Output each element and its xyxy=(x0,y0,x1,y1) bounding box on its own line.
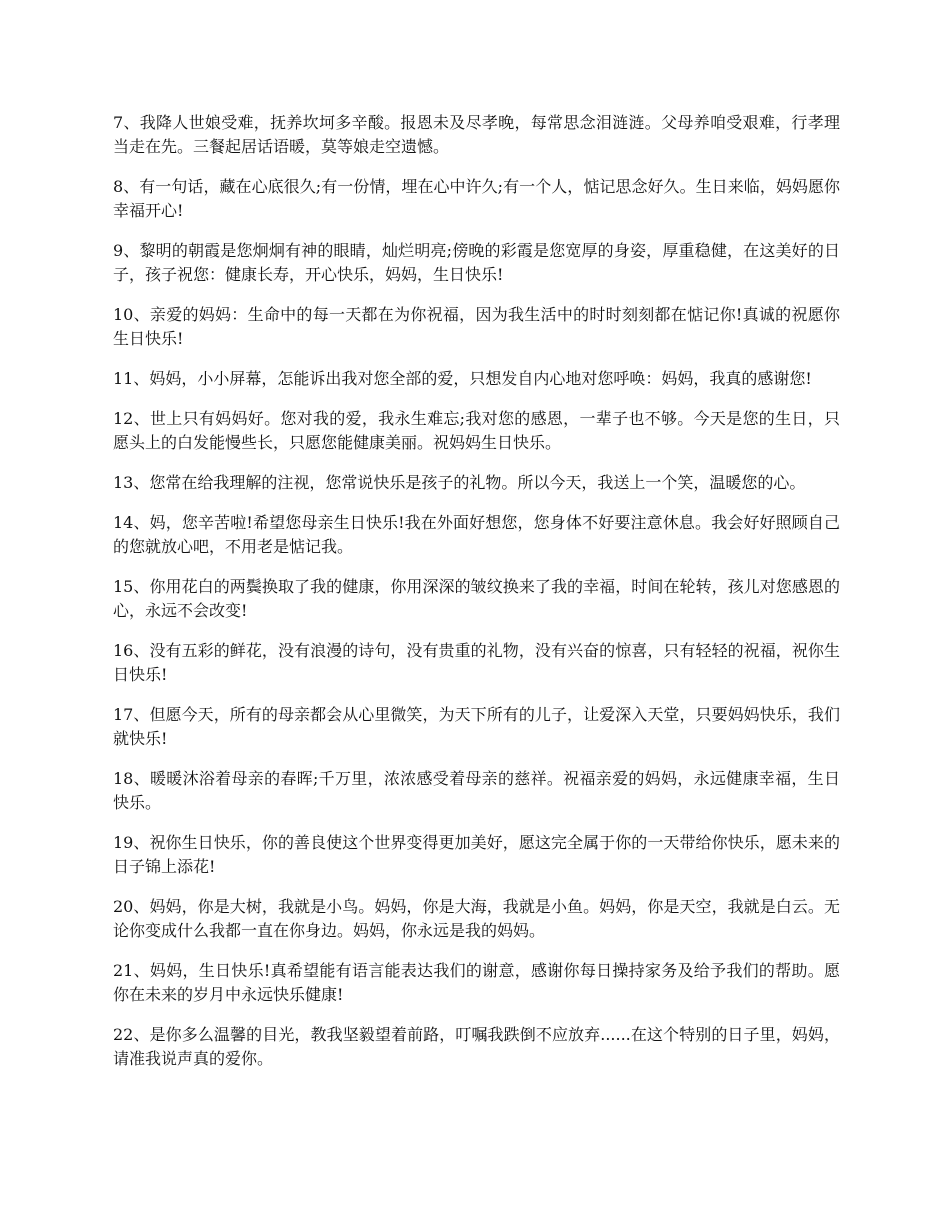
paragraph-16: 16、没有五彩的鲜花，没有浪漫的诗句，没有贵重的礼物，没有兴奋的惊喜，只有轻轻的祝福，祝你生日快乐! xyxy=(113,641,840,684)
paragraph-19: 19、祝你生日快乐，你的善良使这个世界变得更加美好，愿这完全属于你的一天带给你快乐，愿未来的日子锦上添花! xyxy=(113,833,840,876)
paragraph-18: 18、暖暖沐浴着母亲的春晖;千万里，浓浓感受着母亲的慈祥。祝福亲爱的妈妈，永远健康幸福，生日快乐。 xyxy=(113,769,840,812)
paragraph-12: 12、世上只有妈妈好。您对我的爱，我永生难忘;我对您的感恩，一辈子也不够。今天是您的生日，只愿头上的白发能慢些长，只愿您能健康美丽。祝妈妈生日快乐。 xyxy=(113,409,840,452)
paragraph-9: 9、黎明的朝霞是您炯炯有神的眼睛，灿烂明亮;傍晚的彩霞是您宽厚的身姿，厚重稳健，在这美好的日子，孩子祝您：健康长寿，开心快乐，妈妈，生日快乐! xyxy=(113,241,840,284)
paragraph-8: 8、有一句话，藏在心底很久;有一份情，埋在心中许久;有一个人，惦记思念好久。生日来临，妈妈愿你幸福开心! xyxy=(113,177,840,220)
paragraph-21: 21、妈妈，生日快乐!真希望能有语言能表达我们的谢意，感谢你每日操持家务及给予我们的帮助。愿你在未来的岁月中永远快乐健康! xyxy=(113,961,840,1004)
paragraph-22: 22、是你多么温馨的目光，教我坚毅望着前路，叮嘱我跌倒不应放弃......在这个特别的日子里，妈妈，请准我说声真的爱你。 xyxy=(113,1025,840,1068)
document-body xyxy=(113,111,840,1087)
paragraph-20: 20、妈妈，你是大树，我就是小鸟。妈妈，你是大海，我就是小鱼。妈妈，你是天空，我就是白云。无论你变成什么我都一直在你身边。妈妈，你永远是我的妈妈。 xyxy=(113,897,840,940)
paragraph-11: 11、妈妈，小小屏幕，怎能诉出我对您全部的爱，只想发自内心地对您呼唤：妈妈，我真的感谢您! xyxy=(113,369,812,388)
paragraph-10: 10、亲爱的妈妈：生命中的每一天都在为你祝福，因为我生活中的时时刻刻都在惦记你!真诚的祝愿你生日快乐! xyxy=(113,305,840,348)
paragraph-15: 15、你用花白的两鬓换取了我的健康，你用深深的皱纹换来了我的幸福，时间在轮转，孩儿对您感恩的心，永远不会改变! xyxy=(113,577,840,620)
paragraph-14: 14、妈，您辛苦啦!希望您母亲生日快乐!我在外面好想您，您身体不好要注意休息。我会好好照顾自己的您就放心吧，不用老是惦记我。 xyxy=(113,513,840,556)
paragraph-17: 17、但愿今天，所有的母亲都会从心里微笑，为天下所有的儿子，让爱深入天堂，只要妈妈快乐，我们就快乐! xyxy=(113,705,840,748)
paragraph-7: 7、我降人世娘受难，抚养坎坷多辛酸。报恩未及尽孝晚，每常思念泪涟涟。父母养咱受艰难，行孝理当走在先。三餐起居话语暖，莫等娘走空遗憾。 xyxy=(113,113,840,156)
paragraph-13: 13、您常在给我理解的注视，您常说快乐是孩子的礼物。所以今天，我送上一个笑，温暖您的心。 xyxy=(113,473,806,492)
